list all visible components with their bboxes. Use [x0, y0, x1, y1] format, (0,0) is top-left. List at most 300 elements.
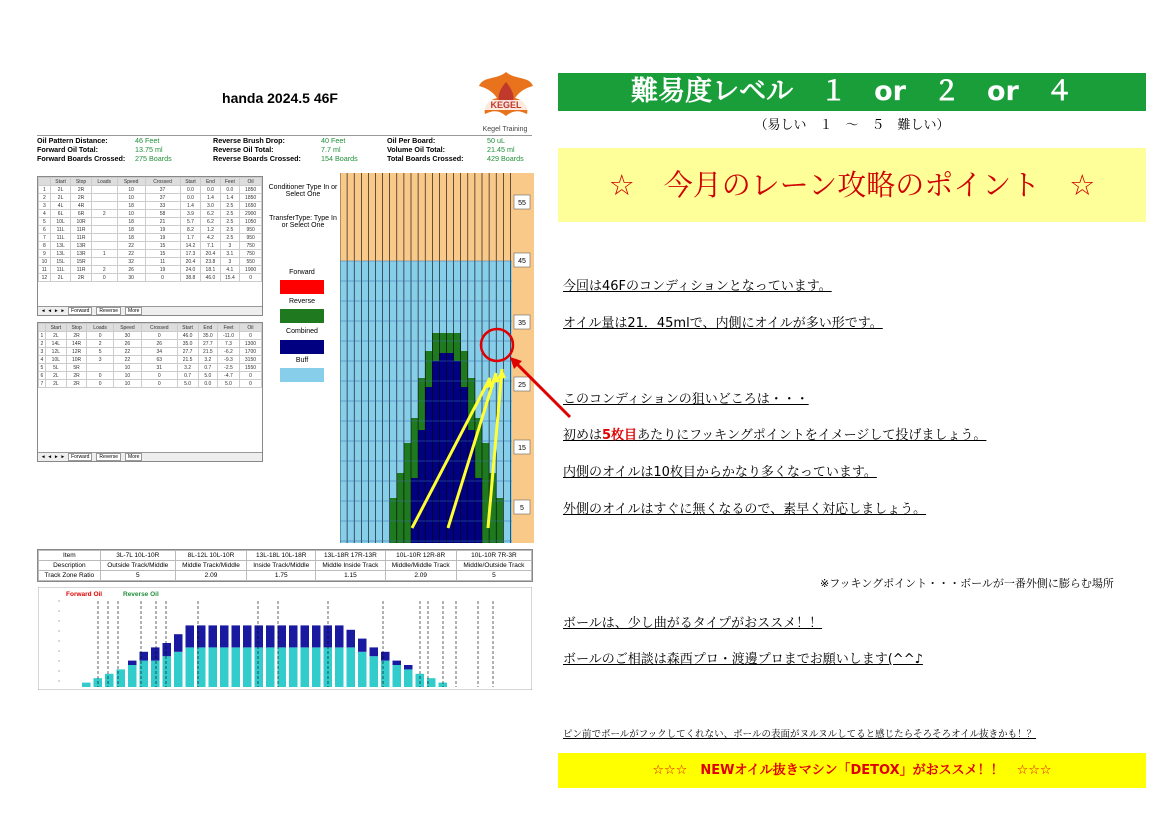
table-cell[interactable]: 0	[141, 332, 177, 340]
table-cell[interactable]: 9	[39, 250, 51, 258]
table-cell[interactable]: 4	[39, 356, 46, 364]
tab-reverse[interactable]: Reverse	[96, 453, 121, 461]
table-cell[interactable]: 5	[39, 364, 46, 372]
table-cell[interactable]: 15	[145, 250, 180, 258]
chart-bar-reverse	[209, 625, 218, 647]
chart-bar-forward	[151, 661, 160, 687]
table-cell[interactable]: 11L	[50, 234, 71, 242]
tab-nav-icon[interactable]: ▸	[55, 308, 58, 314]
table-cell[interactable]: 8	[39, 242, 51, 250]
table-cell[interactable]: 2.5	[220, 202, 240, 210]
tab-nav-icon[interactable]: ◂	[42, 454, 45, 460]
table-cell[interactable]: 1850	[240, 186, 262, 194]
table-cell[interactable]: 11R	[71, 226, 91, 234]
table-cell[interactable]: 34	[141, 348, 177, 356]
text-line-4-emphasis: 5枚目	[602, 428, 638, 443]
table-header: Loads	[87, 324, 114, 332]
table-cell[interactable]: 18	[117, 234, 145, 242]
table-cell[interactable]	[87, 364, 114, 372]
table-cell[interactable]: 30	[117, 274, 145, 282]
table-cell[interactable]: 11	[145, 258, 180, 266]
table-cell[interactable]	[91, 242, 117, 250]
lane-oil-cell	[432, 361, 439, 543]
table-cell[interactable]: 3	[39, 348, 46, 356]
table-cell[interactable]: 2900	[240, 210, 262, 218]
table-cell[interactable]: 6.2	[201, 210, 220, 218]
table-cell[interactable]: 5.0	[198, 372, 217, 380]
table-cell[interactable]: 1300	[239, 340, 261, 348]
table-row	[39, 561, 532, 571]
table-cell[interactable]: 15	[145, 242, 180, 250]
table-cell[interactable]: 3	[87, 356, 114, 364]
table-cell[interactable]: 0	[239, 372, 261, 380]
table-cell[interactable]: 750	[240, 242, 262, 250]
table-cell[interactable]: 4.1	[220, 266, 240, 274]
chart-bar-reverse	[232, 625, 241, 647]
table-header: Crossed	[145, 178, 180, 186]
target-circle-icon	[481, 329, 513, 361]
table-cell[interactable]: 5.0	[218, 380, 240, 388]
table-row	[39, 332, 262, 340]
table-cell[interactable]	[91, 186, 117, 194]
table-cell: 1.75	[247, 571, 316, 581]
table-cell[interactable]	[91, 202, 117, 210]
detox-banner: ☆☆☆ NEWオイル抜きマシン「DETOX」がおススメ！！ ☆☆☆	[558, 753, 1146, 788]
tab-more[interactable]: More	[125, 453, 142, 461]
table-cell: Middle/Outside Track	[456, 561, 531, 571]
transfer-label: TransferType: Type In or Select One	[269, 215, 337, 229]
table-cell[interactable]: 6	[39, 372, 46, 380]
chart-bar-forward	[163, 656, 172, 687]
table-cell[interactable]: 13L	[50, 250, 71, 258]
table-row	[39, 226, 262, 234]
table-cell[interactable]: 22	[117, 250, 145, 258]
table-cell[interactable]: 3	[220, 258, 240, 266]
table-cell[interactable]: 2L	[50, 194, 71, 202]
table-cell[interactable]: 1850	[240, 194, 262, 202]
table-cell[interactable]: 12	[39, 274, 51, 282]
table-cell[interactable]: 2	[91, 266, 117, 274]
table-cell[interactable]: 13R	[71, 250, 91, 258]
table-cell[interactable]: 2R	[71, 194, 91, 202]
table-cell[interactable]: 22	[113, 348, 141, 356]
table-cell[interactable]: 3.2	[177, 364, 198, 372]
table-cell[interactable]: 1.7	[180, 234, 201, 242]
chart-bar-forward	[358, 652, 367, 687]
lane-oil-cell	[411, 478, 418, 543]
table-cell[interactable]	[91, 218, 117, 226]
table-cell: Description	[39, 561, 101, 571]
legend-buff-label: Buff	[295, 357, 309, 364]
table-cell[interactable]: 37	[145, 186, 180, 194]
table-cell: 3L-7L 10L-10R	[100, 551, 175, 561]
tab-reverse[interactable]: Reverse	[96, 307, 121, 315]
table-cell[interactable]: 2R	[71, 274, 91, 282]
table-cell[interactable]: 21	[145, 218, 180, 226]
table-cell[interactable]: 1900	[240, 266, 262, 274]
reverse-table-panel	[37, 322, 263, 462]
table-cell[interactable]: 14.2	[180, 242, 201, 250]
legend-combined-swatch	[280, 340, 324, 354]
table-cell[interactable]: 6L	[50, 210, 71, 218]
table-row	[39, 348, 262, 356]
stat-label: Forward Oil Total:	[37, 145, 98, 154]
table-cell[interactable]: 19	[145, 234, 180, 242]
table-cell[interactable]: 2.5	[220, 210, 240, 218]
chart-bar-forward	[335, 647, 344, 687]
chart-bar-reverse	[220, 625, 229, 647]
table-cell[interactable]	[91, 194, 117, 202]
table-cell[interactable]: 18.1	[201, 266, 220, 274]
table-cell[interactable]: 12R	[66, 348, 87, 356]
table-row	[39, 242, 262, 250]
table-cell[interactable]: 7.1	[201, 242, 220, 250]
chart-bar-forward	[347, 647, 356, 687]
table-cell[interactable]: 3	[39, 202, 51, 210]
table-cell[interactable]: 4	[39, 210, 51, 218]
table-header: Oil	[240, 178, 262, 186]
tab-nav-icon[interactable]: ◂	[42, 308, 45, 314]
table-cell[interactable]: 10	[113, 364, 141, 372]
red-arrow-line	[514, 361, 570, 417]
red-arrow	[470, 325, 575, 425]
table-cell[interactable]: 15.4	[220, 274, 240, 282]
table-cell[interactable]: 0.0	[180, 186, 201, 194]
table-cell[interactable]: 1.4	[201, 194, 220, 202]
stat-value: 46 Feet	[135, 136, 160, 145]
chart-bar-forward	[174, 652, 183, 687]
table-cell: Middle Track/Middle	[175, 561, 246, 571]
table-cell[interactable]: 0.7	[198, 364, 217, 372]
table-cell[interactable]: 13L	[50, 242, 71, 250]
kegel-logo-icon	[475, 66, 537, 130]
table-cell[interactable]: 2	[39, 194, 51, 202]
table-header: Stop	[66, 324, 87, 332]
table-row	[39, 250, 262, 258]
table-cell[interactable]: 3.2	[198, 356, 217, 364]
table-cell[interactable]: 0	[87, 380, 114, 388]
table-cell[interactable]: 1700	[239, 348, 261, 356]
chart-bar-forward	[105, 674, 114, 687]
table-cell[interactable]: 24.0	[180, 266, 201, 274]
table-cell[interactable]: 2L	[50, 186, 71, 194]
table-cell[interactable]: 6.2	[201, 218, 220, 226]
legend-combined-label: Combined	[286, 328, 318, 335]
table-cell[interactable]: 11R	[71, 234, 91, 242]
table-cell[interactable]: 31	[141, 364, 177, 372]
table-cell[interactable]: 0	[87, 372, 114, 380]
table-cell[interactable]: 3.1	[220, 250, 240, 258]
table-cell[interactable]: 1.2	[201, 226, 220, 234]
table-cell[interactable]: 22	[117, 242, 145, 250]
chart-bar-forward	[128, 665, 137, 687]
table-cell[interactable]: 5.7	[180, 218, 201, 226]
table-cell[interactable]: 5R	[66, 364, 87, 372]
tab-nav-icon[interactable]: ▸	[55, 454, 58, 460]
table-cell[interactable]: 1550	[239, 364, 261, 372]
table-cell[interactable]: 12L	[45, 348, 66, 356]
table-cell[interactable]: -2.5	[218, 364, 240, 372]
table-cell[interactable]: 2R	[71, 186, 91, 194]
table-cell[interactable]: 2L	[45, 332, 66, 340]
text-line-4-pre: 初めは	[563, 428, 603, 443]
table-cell[interactable]: -4.7	[218, 372, 240, 380]
stat-value: 21.45 ml	[487, 145, 515, 154]
table-cell[interactable]: 6	[39, 226, 51, 234]
table-cell[interactable]: 1.4	[220, 194, 240, 202]
table-cell[interactable]: 0.0	[220, 186, 240, 194]
stat-label: Forward Boards Crossed:	[37, 154, 126, 163]
table-cell[interactable]: 33	[145, 202, 180, 210]
table-cell[interactable]: 950	[240, 226, 262, 234]
chart-bar-forward	[416, 674, 425, 687]
table-cell[interactable]: 1	[91, 250, 117, 258]
lane-marker-label: 45	[518, 258, 526, 265]
table-cell[interactable]: 5.0	[177, 380, 198, 388]
table-cell[interactable]: 26	[141, 340, 177, 348]
table-cell[interactable]: 10R	[71, 218, 91, 226]
lane-oil-cell	[439, 353, 446, 543]
tab-nav-icon[interactable]: ◂	[48, 308, 52, 314]
stat-label: Reverse Boards Crossed:	[213, 154, 301, 163]
table-cell: 5	[456, 571, 531, 581]
table-cell[interactable]: 35.0	[177, 340, 198, 348]
table-cell[interactable]: 35.0	[198, 332, 217, 340]
table-cell[interactable]: 4R	[71, 202, 91, 210]
table-header: End	[198, 324, 217, 332]
tab-forward[interactable]: Forward	[68, 453, 92, 461]
text-line-3: このコンディションの狙いどころは・・・	[563, 392, 809, 407]
table-cell[interactable]: 3	[220, 242, 240, 250]
table-cell[interactable]: 3.9	[180, 210, 201, 218]
tab-forward[interactable]: Forward	[68, 307, 92, 315]
table-cell[interactable]: 10	[39, 258, 51, 266]
table-cell[interactable]: 5	[39, 218, 51, 226]
table-row	[39, 372, 262, 380]
text-line-5: 内側のオイルは10枚目からかなり多くなっています。	[563, 465, 877, 480]
table-cell[interactable]	[91, 258, 117, 266]
table-cell[interactable]: 550	[240, 258, 262, 266]
table-cell[interactable]: 10	[117, 210, 145, 218]
table-cell[interactable]: 0	[141, 380, 177, 388]
table-cell[interactable]: 7	[39, 234, 51, 242]
table-cell[interactable]: 1	[39, 332, 46, 340]
table-cell[interactable]: 38.8	[180, 274, 201, 282]
chart-bar-reverse	[243, 625, 252, 647]
tab-nav-icon[interactable]: ▸	[61, 454, 65, 460]
table-cell[interactable]: 3.0	[201, 202, 220, 210]
table-cell[interactable]: 17.3	[180, 250, 201, 258]
table-cell: Middle Inside Track	[316, 561, 385, 571]
table-cell[interactable]: 8.2	[180, 226, 201, 234]
legend-buff-swatch	[280, 368, 324, 382]
table-row	[39, 210, 262, 218]
table-cell[interactable]: 27.7	[177, 348, 198, 356]
table-cell[interactable]: 2	[87, 340, 114, 348]
table-header: End	[201, 178, 220, 186]
table-cell[interactable]: 26	[117, 266, 145, 274]
table-cell[interactable]: -9.3	[218, 356, 240, 364]
tab-nav-icon[interactable]: ▸	[61, 308, 65, 314]
table-cell[interactable]: 58	[145, 210, 180, 218]
table-header: Start	[50, 178, 71, 186]
table-cell[interactable]: 5	[87, 348, 114, 356]
table-cell[interactable]: 23.8	[201, 258, 220, 266]
table-cell[interactable]: 21.5	[177, 356, 198, 364]
table-cell[interactable]: -11.0	[218, 332, 240, 340]
chart-bar-forward	[186, 647, 195, 687]
table-header: Start	[45, 324, 66, 332]
table-cell[interactable]: 19	[145, 266, 180, 274]
table-cell[interactable]: 11L	[50, 226, 71, 234]
table-cell[interactable]: 950	[240, 234, 262, 242]
chart-bar-reverse	[393, 661, 402, 665]
table-cell[interactable]: 2.5	[220, 234, 240, 242]
table-cell[interactable]: 3150	[239, 356, 261, 364]
chart-bar-forward	[381, 661, 390, 687]
table-cell[interactable]: 2.5	[220, 226, 240, 234]
table-cell[interactable]: 46.0	[201, 274, 220, 282]
table-cell[interactable]: 1050	[240, 218, 262, 226]
table-cell: Outside Track/Middle	[100, 561, 175, 571]
table-cell[interactable]: 15L	[50, 258, 71, 266]
table-cell[interactable]: 0.0	[201, 186, 220, 194]
table-cell[interactable]: 2R	[66, 380, 87, 388]
table-cell[interactable]: 0	[91, 274, 117, 282]
table-header: Start	[177, 324, 198, 332]
table-cell[interactable]: 10R	[66, 356, 87, 364]
table-row	[39, 364, 262, 372]
table-cell[interactable]: 2.5	[220, 218, 240, 226]
table-header: Speed	[113, 324, 141, 332]
chart-bar-reverse	[151, 647, 160, 660]
chart-bar-forward	[255, 647, 264, 687]
table-cell[interactable]: 10	[117, 194, 145, 202]
table-cell[interactable]: 4.2	[201, 234, 220, 242]
table-cell[interactable]	[91, 226, 117, 234]
stat-value: 50 uL	[487, 136, 505, 145]
table-cell[interactable]: 22	[113, 356, 141, 364]
table-cell[interactable]: 11	[39, 266, 51, 274]
table-cell[interactable]: 27.7	[198, 340, 217, 348]
table-cell[interactable]: 2L	[45, 372, 66, 380]
table-cell[interactable]: 7	[39, 380, 46, 388]
chart-bar-forward	[232, 647, 241, 687]
table-cell[interactable]: 13R	[71, 242, 91, 250]
table-cell[interactable]: 0.7	[177, 372, 198, 380]
table-cell[interactable]: 2	[39, 340, 46, 348]
table-cell[interactable]: 20.4	[180, 258, 201, 266]
table-cell[interactable]: 0	[141, 372, 177, 380]
table-cell[interactable]: 0	[240, 274, 262, 282]
table-cell[interactable]: 10L	[45, 356, 66, 364]
table-header	[39, 324, 46, 332]
chart-bar-reverse	[404, 665, 413, 669]
table-cell[interactable]: 750	[240, 250, 262, 258]
table-cell[interactable]: 10	[113, 372, 141, 380]
table-cell[interactable]: 10	[117, 186, 145, 194]
chart-bar-forward	[312, 647, 321, 687]
pattern-stats	[37, 135, 532, 163]
table-cell[interactable]: -6.2	[218, 348, 240, 356]
table-cell[interactable]: 14R	[66, 340, 87, 348]
table-row	[39, 340, 262, 348]
table-cell[interactable]: 6R	[71, 210, 91, 218]
table-cell: 2.09	[175, 571, 246, 581]
table-cell[interactable]: 1	[39, 186, 51, 194]
table-cell[interactable]: 21.5	[198, 348, 217, 356]
table-cell[interactable]	[91, 234, 117, 242]
table-cell[interactable]: 18	[117, 226, 145, 234]
table-cell[interactable]: 7.3	[218, 340, 240, 348]
lane-oil-cell	[390, 498, 397, 543]
table-cell[interactable]: 18	[117, 218, 145, 226]
table-cell[interactable]: 5L	[45, 364, 66, 372]
table-cell[interactable]: 0	[87, 332, 114, 340]
chart-bar-forward	[404, 669, 413, 687]
table-cell[interactable]: 0	[239, 380, 261, 388]
track-zone-table	[37, 549, 533, 582]
table-cell[interactable]: 14L	[45, 340, 66, 348]
table-cell[interactable]: 2R	[66, 372, 87, 380]
table-cell[interactable]: 11R	[71, 266, 91, 274]
stat-value: 154 Boards	[321, 154, 358, 163]
lane-oil-cell	[475, 478, 482, 543]
legend-reverse-label: Reverse	[288, 298, 316, 305]
chart-bar-forward	[370, 656, 379, 687]
table-cell[interactable]: 2L	[50, 274, 71, 282]
table-cell: 8L-12L 10L-10R	[175, 551, 246, 561]
table-cell[interactable]: 2L	[45, 380, 66, 388]
table-cell[interactable]: 10L	[50, 218, 71, 226]
table-cell: Middle/Middle Track	[385, 561, 456, 571]
stat-label: Oil Pattern Distance:	[37, 136, 108, 145]
tab-nav-icon[interactable]: ◂	[48, 454, 52, 460]
chart-bar-forward	[266, 647, 275, 687]
table-cell[interactable]: 10	[113, 380, 141, 388]
table-cell[interactable]: 0	[239, 332, 261, 340]
stats-row	[37, 145, 532, 154]
table-cell[interactable]: 4L	[50, 202, 71, 210]
table-cell[interactable]: 1.4	[180, 202, 201, 210]
tab-more[interactable]: More	[125, 307, 142, 315]
table-cell[interactable]: 19	[145, 226, 180, 234]
pattern-title: handa 2024.5 46F	[222, 90, 338, 106]
table-cell[interactable]: 0	[145, 274, 180, 282]
table-cell[interactable]: 20.4	[201, 250, 220, 258]
chart-bar-reverse	[174, 634, 183, 652]
chart-bar-reverse	[381, 652, 390, 661]
table-cell[interactable]: 15R	[71, 258, 91, 266]
table-cell[interactable]: 30	[113, 332, 141, 340]
reverse-table	[38, 323, 262, 388]
table-cell[interactable]: 32	[117, 258, 145, 266]
table-cell[interactable]: 37	[145, 194, 180, 202]
table-cell[interactable]: 2	[91, 210, 117, 218]
table-cell[interactable]: 63	[141, 356, 177, 364]
table-cell[interactable]: 46.0	[177, 332, 198, 340]
table-cell[interactable]: 0.0	[180, 194, 201, 202]
text-line-4-post: あたりにフッキングポイントをイメージして投げましょう。	[637, 428, 987, 443]
table-cell[interactable]: 0.0	[198, 380, 217, 388]
table-cell[interactable]: 11L	[50, 266, 71, 274]
sheet-tabs	[38, 306, 262, 315]
table-cell[interactable]: 26	[113, 340, 141, 348]
table-cell[interactable]: 18	[117, 202, 145, 210]
lane-oil-cell	[454, 361, 461, 543]
table-cell[interactable]: 1650	[240, 202, 262, 210]
table-cell[interactable]: 2R	[66, 332, 87, 340]
